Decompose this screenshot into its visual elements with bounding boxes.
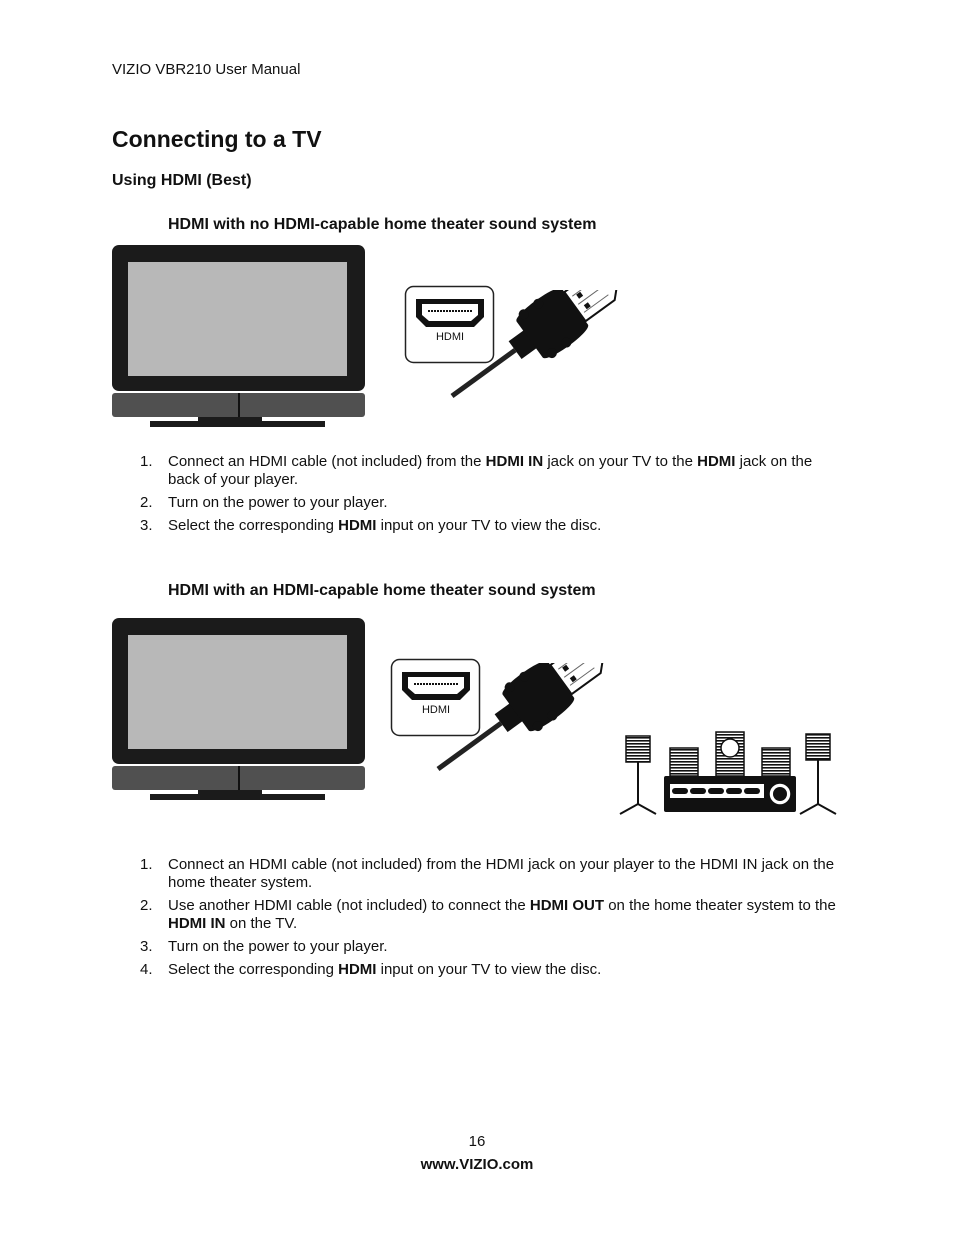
speaker-icon: [620, 736, 656, 814]
av-receiver-icon: [664, 776, 796, 812]
section1-steps: [112, 453, 842, 540]
step-number: 4.: [140, 961, 153, 978]
step-number: 1.: [140, 453, 153, 470]
hdmi-port-label: HDMI: [435, 331, 465, 343]
step-number: 3.: [140, 517, 153, 534]
section-subtitle: Using HDMI (Best): [112, 172, 252, 189]
list-item: [112, 938, 842, 956]
step-text: Turn on the power to your player.: [168, 938, 388, 955]
step-number: 2.: [140, 494, 153, 511]
footer-url: www.VIZIO.com: [420, 1156, 534, 1173]
step-number: 3.: [140, 938, 153, 955]
step-text: Use another HDMI cable (not included) to connect the HDMI OUT on the home theater system to the HDMI IN on the TV.: [168, 897, 836, 932]
section2-heading: HDMI with an HDMI-capable home theater sound system: [168, 582, 596, 599]
hdmi-cable-icon: [432, 663, 622, 775]
list-item: [112, 856, 842, 892]
list-item: [112, 961, 842, 979]
speaker-icon: [762, 748, 790, 776]
list-item: [112, 897, 842, 933]
section1-heading: HDMI with no HDMI-capable home theater sound system: [168, 216, 597, 233]
tv-illustration: [110, 616, 370, 804]
step-text: Turn on the power to your player.: [168, 494, 388, 511]
step-text: Connect an HDMI cable (not included) from the HDMI IN jack on your TV to the HDMI jack on the back of your player.: [168, 453, 813, 488]
tv-illustration: [110, 243, 370, 431]
step-number: 2.: [140, 897, 153, 914]
running-header: VIZIO VBR210 User Manual: [112, 61, 301, 78]
speaker-icon: [800, 734, 836, 814]
speaker-icon: [670, 748, 698, 776]
section2-steps: [112, 856, 842, 984]
step-text: Connect an HDMI cable (not included) from the HDMI jack on your player to the HDMI IN jack on the home theater system.: [168, 856, 835, 891]
hdmi-cable-icon: [446, 290, 636, 402]
page-title: Connecting to a TV: [112, 126, 322, 152]
step-number: 1.: [140, 856, 153, 873]
list-item: [112, 453, 842, 489]
home-theater-system-icon: [612, 728, 844, 816]
hdmi-port-label: HDMI: [421, 704, 451, 716]
step-text: Select the corresponding HDMI input on your TV to view the disc.: [168, 961, 602, 978]
list-item: [112, 517, 842, 535]
speaker-icon: [716, 732, 744, 776]
page-number: 16: [468, 1133, 486, 1150]
step-text: Select the corresponding HDMI input on your TV to view the disc.: [168, 517, 602, 534]
list-item: [112, 494, 842, 512]
